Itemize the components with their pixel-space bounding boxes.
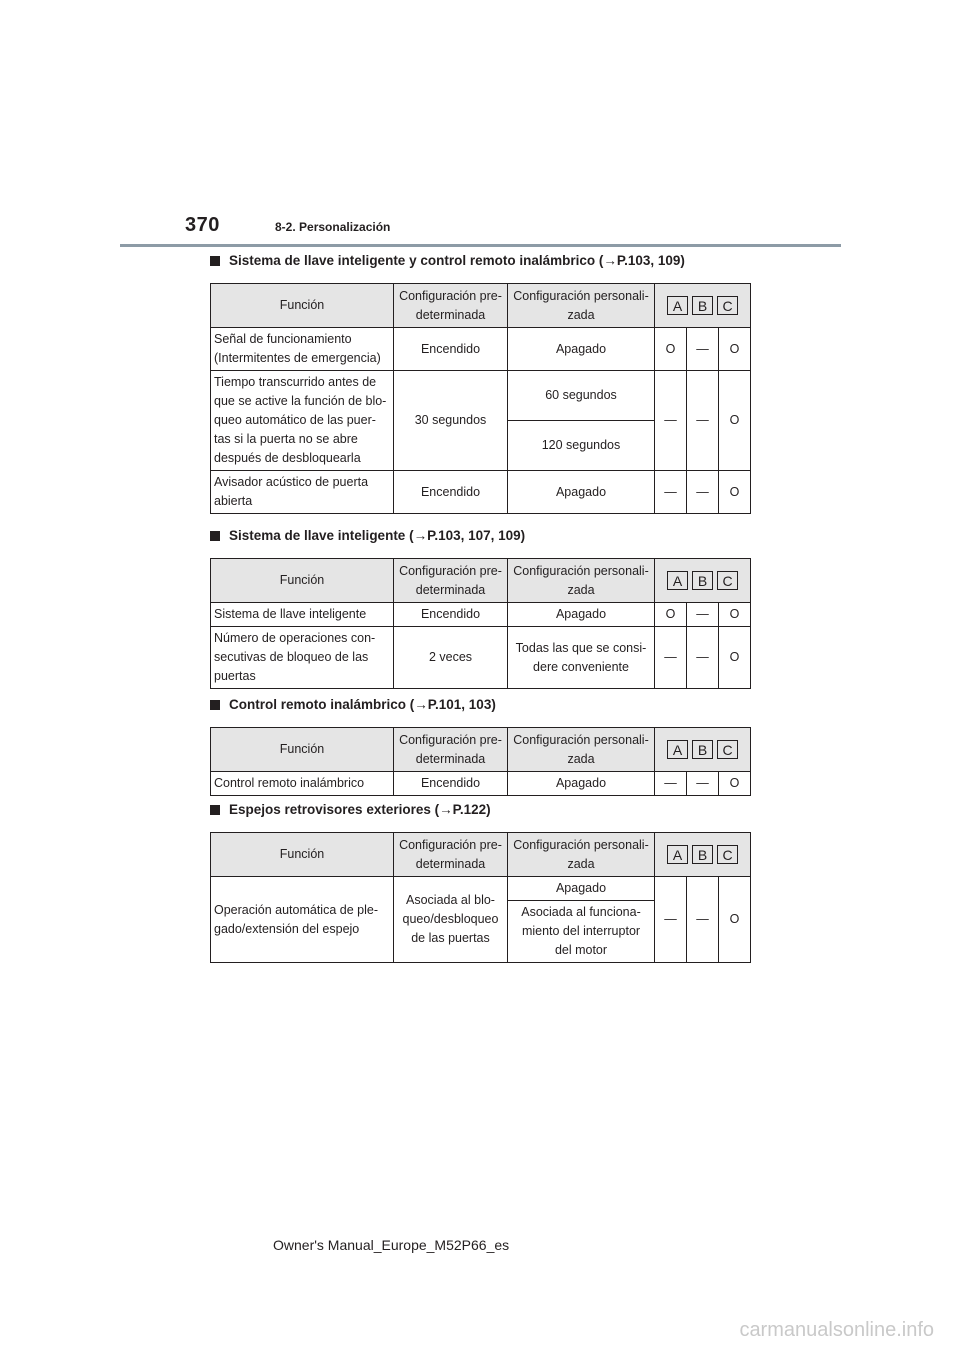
square-bullet-icon <box>210 700 220 710</box>
settings-table <box>210 727 751 796</box>
letter-box: A <box>667 296 688 315</box>
column-a-cell: — <box>655 371 687 471</box>
letter-box: C <box>717 740 738 759</box>
header-rule <box>120 244 841 247</box>
settings-table <box>210 558 751 689</box>
section-heading <box>210 527 750 545</box>
column-c-cell: O <box>719 471 751 514</box>
settings-table <box>210 832 751 963</box>
section-heading-text: Espejos retrovisores exteriores (→P.122) <box>229 802 491 817</box>
letter-box: B <box>692 296 713 315</box>
header-custom: Configuración personali- zada <box>508 833 655 877</box>
custom-cell: Apagado <box>508 328 655 371</box>
header-funcion: Función <box>211 284 394 328</box>
column-c-cell: O <box>719 627 751 689</box>
function-cell: Avisador acústico de puerta abierta <box>211 471 394 514</box>
chapter-title: 8-2. Personalización <box>275 220 391 234</box>
section-heading <box>210 801 750 819</box>
customization-section <box>210 527 750 689</box>
header-default: Configuración pre- determinada <box>394 284 508 328</box>
letter-box: A <box>667 845 688 864</box>
customization-section <box>210 252 750 514</box>
column-c-cell: O <box>719 371 751 471</box>
customization-section <box>210 801 750 963</box>
letter-box: C <box>717 571 738 590</box>
header-custom: Configuración personali- zada <box>508 728 655 772</box>
custom-cell: Apagado <box>508 603 655 627</box>
header-funcion: Función <box>211 833 394 877</box>
table-row <box>211 328 751 371</box>
table-header-row <box>211 728 751 772</box>
function-cell: Tiempo transcurrido antes de que se active la función de blo- queo automático de las puer- tas si la puerta no se abre después de desbloquearla <box>211 371 394 471</box>
default-cell: Asociada al blo- queo/desbloqueo de las puertas <box>394 877 508 963</box>
page-number: 370 <box>185 214 220 236</box>
header-funcion: Función <box>211 728 394 772</box>
column-a-cell: — <box>655 627 687 689</box>
column-a-cell: O <box>655 603 687 627</box>
table-row <box>211 471 751 514</box>
custom-cell: Asociada al funciona- miento del interruptor del motor <box>508 901 655 963</box>
default-cell: 30 segundos <box>394 371 508 471</box>
table-header-row <box>211 833 751 877</box>
function-cell: Sistema de llave inteligente <box>211 603 394 627</box>
function-cell: Señal de funcionamiento (Intermitentes de emergencia) <box>211 328 394 371</box>
table-header-row <box>211 284 751 328</box>
default-cell: 2 veces <box>394 627 508 689</box>
footer-text: Owner's Manual_Europe_M52P66_es <box>273 1237 510 1253</box>
column-c-cell: O <box>719 772 751 796</box>
column-c-cell: O <box>719 603 751 627</box>
letter-box: A <box>667 740 688 759</box>
default-cell: Encendido <box>394 603 508 627</box>
table-row <box>211 627 751 689</box>
section-heading-text: Sistema de llave inteligente (→P.103, 107, 109) <box>229 528 526 543</box>
custom-cell: Apagado <box>508 471 655 514</box>
column-b-cell: — <box>687 471 719 514</box>
square-bullet-icon <box>210 805 220 815</box>
column-a-cell: — <box>655 471 687 514</box>
custom-cell: 120 segundos <box>508 421 655 471</box>
custom-cell: 60 segundos <box>508 371 655 421</box>
header-letter-columns <box>655 284 751 328</box>
header-custom: Configuración personali- zada <box>508 284 655 328</box>
column-a-cell: — <box>655 772 687 796</box>
square-bullet-icon <box>210 531 220 541</box>
default-cell: Encendido <box>394 328 508 371</box>
column-b-cell: — <box>687 627 719 689</box>
header-custom: Configuración personali- zada <box>508 559 655 603</box>
letter-box: C <box>717 845 738 864</box>
table-row <box>211 772 751 796</box>
letter-box: C <box>717 296 738 315</box>
letter-box: A <box>667 571 688 590</box>
table-row <box>211 603 751 627</box>
watermark: carmanualsonline.info <box>739 1319 934 1341</box>
function-cell: Control remoto inalámbrico <box>211 772 394 796</box>
default-cell: Encendido <box>394 772 508 796</box>
letter-box: B <box>692 845 713 864</box>
section-heading-text: Sistema de llave inteligente y control remoto inalámbrico (→P.103, 109) <box>229 253 685 268</box>
header-letter-columns <box>655 728 751 772</box>
square-bullet-icon <box>210 256 220 266</box>
column-b-cell: — <box>687 772 719 796</box>
table-row <box>211 877 751 901</box>
column-b-cell: — <box>687 877 719 963</box>
custom-cell: Apagado <box>508 877 655 901</box>
section-heading <box>210 696 750 714</box>
section-heading-text: Control remoto inalámbrico (→P.101, 103) <box>229 697 496 712</box>
column-b-cell: — <box>687 328 719 371</box>
header-letter-columns <box>655 559 751 603</box>
header-default: Configuración pre- determinada <box>394 728 508 772</box>
customization-section <box>210 696 750 796</box>
table-row <box>211 371 751 421</box>
letter-box: B <box>692 740 713 759</box>
custom-cell: Todas las que se consi- dere conveniente <box>508 627 655 689</box>
column-a-cell: — <box>655 877 687 963</box>
header-letter-columns <box>655 833 751 877</box>
column-b-cell: — <box>687 371 719 471</box>
header-default: Configuración pre- determinada <box>394 559 508 603</box>
function-cell: Número de operaciones con- secutivas de bloqueo de las puertas <box>211 627 394 689</box>
section-heading <box>210 252 750 270</box>
column-c-cell: O <box>719 328 751 371</box>
header-default: Configuración pre- determinada <box>394 833 508 877</box>
function-cell: Operación automática de ple- gado/extensión del espejo <box>211 877 394 963</box>
header-funcion: Función <box>211 559 394 603</box>
letter-box: B <box>692 571 713 590</box>
custom-cell: Apagado <box>508 772 655 796</box>
table-header-row <box>211 559 751 603</box>
settings-table <box>210 283 751 514</box>
column-c-cell: O <box>719 877 751 963</box>
column-a-cell: O <box>655 328 687 371</box>
default-cell: Encendido <box>394 471 508 514</box>
column-b-cell: — <box>687 603 719 627</box>
